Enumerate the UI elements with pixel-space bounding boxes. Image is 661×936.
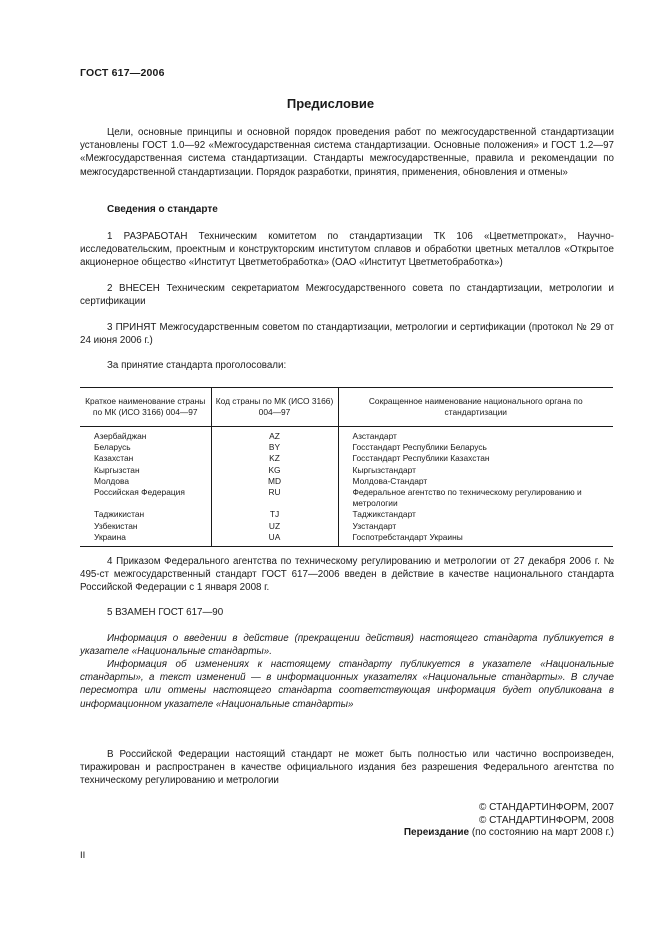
country-code: RU [211, 487, 338, 509]
standard-info-heading: Сведения о стандарте [107, 204, 218, 215]
header-country-code: Код страны по МК (ИСО 3166) 004—97 [211, 388, 338, 427]
notice-amendments-info: Информация об изменениях к настоящему стандарту публикуется в указателе «Национальные стандарты», а текст изменений — в информационных указателях «Национальные стандарты». В случае пересмотра или отмены настоящего стандарта соответствующая информация будет опубликована в информационном указателе «Национальные стандарты» [80, 659, 614, 710]
country-name: Казахстан [94, 453, 134, 464]
reissue-line [404, 827, 614, 838]
table-row [80, 453, 613, 464]
country-name: Российская Федерация [94, 487, 185, 498]
table-row [80, 476, 613, 487]
standards-body: Госстандарт Республики Беларусь [338, 442, 613, 453]
standards-body: Госпотребстандарт Украины [338, 532, 613, 547]
standards-body: Федеральное агентство по техническому регулированию и метрологии [338, 487, 613, 509]
table-row [80, 521, 613, 532]
table-row [80, 509, 613, 520]
page-number: II [80, 850, 86, 861]
document-code-header: ГОСТ 617—2006 [80, 67, 165, 79]
table-header-row [80, 388, 613, 427]
country-code: TJ [211, 509, 338, 520]
country-code: KZ [211, 453, 338, 464]
country-code: AZ [211, 427, 338, 443]
item-1-developed: 1 РАЗРАБОТАН Техническим комитетом по стандартизации ТК 106 «Цветметпрокат», Научно-исследовательским, проектным и конструкторским институтом сплавов и обработки цветных металлов «Открытое акционерное общество «Институт Цветметобработка» (ОАО «Институт Цветметобработка») [80, 231, 614, 269]
country-code: BY [211, 442, 338, 453]
voting-countries-table [80, 387, 613, 547]
country-name: Таджикистан [94, 509, 145, 520]
country-name: Украина [80, 532, 211, 547]
item-3-adopted: 3 ПРИНЯТ Межгосударственным советом по стандартизации, метрологии и сертификации (протокол № 29 от 24 июня 2006 г.) [80, 322, 614, 347]
table-row [80, 465, 613, 476]
country-code: UZ [211, 521, 338, 532]
standards-body: Таджикстандарт [338, 509, 613, 520]
item-4-enacted: 4 Приказом Федерального агентства по техническому регулированию и метрологии от 27 декабря 2006 г. № 495-ст межгосударственный стандарт ГОСТ 617—2006 введен в действие в качестве национального стандарта Российской Федерации с 1 января 2008 г. [80, 556, 614, 594]
vote-intro: За принятие стандарта проголосовали: [107, 360, 287, 371]
country-name: Молдова [94, 475, 129, 486]
standards-body: Молдова-Стандарт [338, 476, 613, 487]
page-title: Предисловие [286, 96, 375, 111]
header-standards-body: Сокращенное наименование национального органа по стандартизации [338, 388, 613, 427]
country-code: UA [211, 532, 338, 547]
intro-paragraph: Цели, основные принципы и основной порядок проведения работ по межгосударственной стандартизации установлены ГОСТ 1.0—92 «Межгосударственная система стандартизации. Основные положения» и ГОСТ 1.2—97 «Межгосударственная система стандартизации. Стандарты межгосударственные, правила и рекомендации по межгосударственной стандартизации. Порядок разработки, принятия, применения, обновления и отмены» [80, 127, 614, 178]
copyright-line-2008: © СТАНДАРТИНФОРМ, 2008 [479, 815, 614, 826]
copyright-line-2007: © СТАНДАРТИНФОРМ, 2007 [479, 802, 614, 813]
standards-body: Кыргызстандарт [338, 465, 613, 476]
reproduction-notice: В Российской Федерации настоящий стандарт не может быть полностью или частично воспроизведен, тиражирован и распространен в качестве официального издания без разрешения Федерального агентства по техническому регулированию и метрологии [80, 749, 614, 787]
table-row [80, 532, 613, 547]
item-2-introduced: 2 ВНЕСЕН Техническим секретариатом Межгосударственного совета по стандартизации, метрологии и сертификации [80, 283, 614, 308]
notice-introduction-info: Информация о введении в действие (прекращении действия) настоящего стандарта публикуется в указателе «Национальные стандарты». [80, 633, 614, 658]
reissue-label: Переиздание [403, 827, 470, 838]
reissue-detail: (по состоянию на март 2008 г.) [469, 827, 614, 838]
country-name: Беларусь [94, 442, 131, 453]
table-row [80, 442, 613, 453]
country-code: MD [211, 476, 338, 487]
table-row [80, 487, 613, 509]
standards-body: Госстандарт Республики Казахстан [338, 453, 613, 464]
country-name: Кыргызстан [94, 464, 140, 475]
item-5-replaces: 5 ВЗАМЕН ГОСТ 617—90 [107, 607, 224, 618]
table-row [80, 427, 613, 443]
country-code: KG [211, 465, 338, 476]
header-country-name: Краткое наименование страны по МК (ИСО 3166) 004—97 [80, 388, 211, 427]
standards-body: Узстандарт [338, 521, 613, 532]
standards-body: Азстандарт [338, 427, 613, 443]
country-name: Азербайджан [94, 431, 147, 441]
country-name: Узбекистан [94, 520, 138, 531]
